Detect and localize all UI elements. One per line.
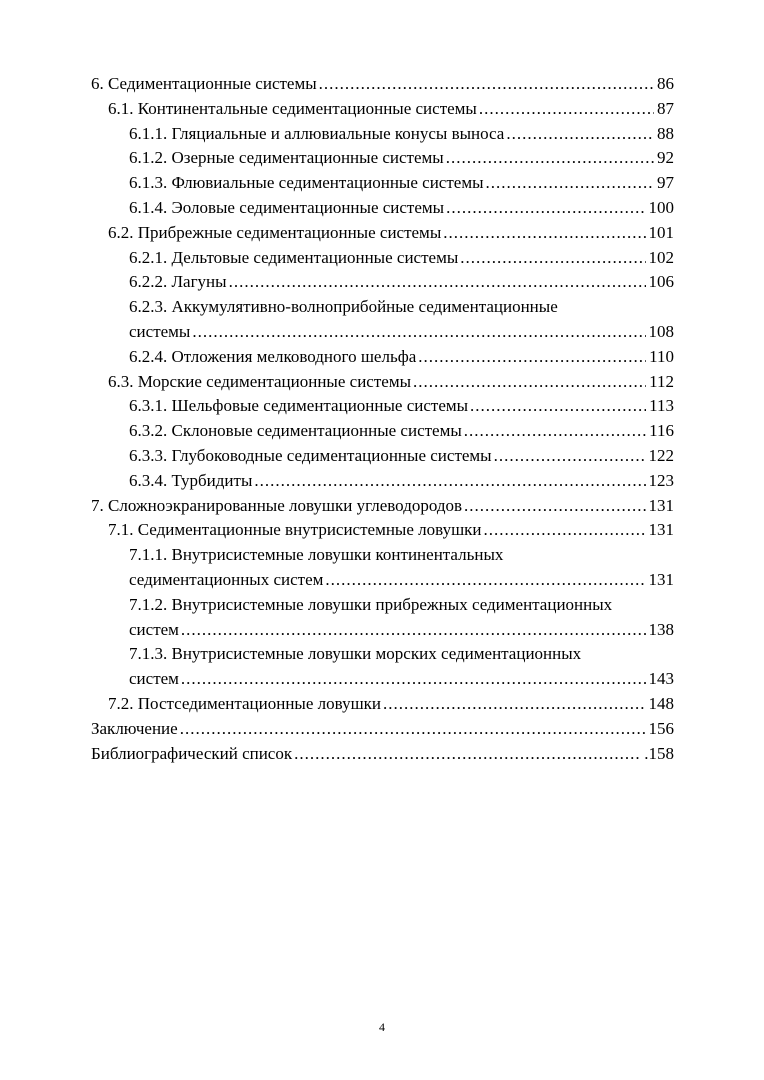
toc-entry-page: 138 — [648, 619, 674, 639]
toc-entry-title: 7.1. Седиментационные внутрисистемные ловушки — [108, 520, 482, 540]
toc-entry — [91, 221, 674, 246]
dot-leader — [464, 494, 645, 519]
toc-entry-page: 86 — [657, 74, 674, 93]
dot-leader — [413, 370, 646, 395]
toc-entry — [91, 419, 674, 444]
toc-entry-title: 6.2.2. Лагуны — [129, 272, 227, 292]
dot-leader — [486, 171, 655, 196]
toc-entry-title: 6.2. Прибрежные седиментационные системы — [108, 222, 442, 242]
dot-leader — [443, 221, 645, 246]
toc-entry — [91, 742, 674, 767]
dot-leader — [294, 742, 641, 767]
toc-entry — [91, 97, 674, 122]
toc-entry-title: систем — [129, 619, 179, 639]
toc-entry-page: .158 — [644, 743, 674, 763]
toc-entry-title: Заключение — [91, 718, 178, 738]
toc-entry — [91, 642, 674, 692]
toc-entry-title: 6.3.2. Склоновые седиментационные системы — [129, 421, 462, 441]
toc-entry — [91, 692, 674, 717]
toc-entry-title-line: 7.1.3. Внутрисистемные ловушки морских седиментационных — [129, 644, 582, 664]
toc-entry-title: 6. Седиментационные системы — [91, 74, 317, 93]
toc-entry-page: 100 — [648, 197, 674, 217]
toc-entry — [91, 494, 674, 519]
dot-leader — [229, 270, 646, 295]
toc-entry-page: 116 — [649, 421, 674, 441]
toc-entry-title: 6.3.1. Шельфовые седиментационные системы — [129, 396, 469, 416]
toc-entry-page: 92 — [657, 148, 674, 168]
toc-entry-page: 143 — [648, 669, 674, 689]
dot-leader — [319, 72, 654, 97]
toc-entry-title-line: 7.1.1. Внутрисистемные ловушки континентальных — [129, 545, 504, 565]
toc-entry-title: Библиографический список — [91, 743, 293, 763]
toc-entry-title: 7.2. Постседиментационные ловушки — [108, 693, 382, 713]
dot-leader — [192, 320, 645, 345]
toc-entry — [91, 122, 674, 147]
toc-entry — [91, 270, 674, 295]
toc-entry-page: 122 — [648, 445, 674, 465]
toc-entry-title-line: 6.2.3. Аккумулятивно-волноприбойные седиментационные — [129, 297, 558, 317]
toc-entry — [91, 72, 674, 97]
dot-leader — [181, 667, 646, 692]
toc-entry-page: 101 — [648, 222, 674, 242]
toc-entry — [91, 444, 674, 469]
toc-entry-page: 110 — [649, 346, 674, 366]
toc-entry-page: 108 — [648, 321, 674, 341]
toc-entry-page: 148 — [648, 693, 674, 713]
toc-entry — [91, 246, 674, 271]
toc-entry — [91, 593, 674, 643]
toc-entry-page: 97 — [657, 173, 674, 193]
toc-entry — [91, 196, 674, 221]
toc-entry-title: 7. Сложноэкранированные ловушки углеводородов — [91, 495, 463, 515]
toc-entry-page: 87 — [657, 98, 674, 118]
toc-entry-page: 106 — [648, 272, 674, 292]
toc-entry — [91, 469, 674, 494]
toc-entry-title-line: 7.1.2. Внутрисистемные ловушки прибрежных седиментационных — [129, 594, 613, 614]
page-number: 4 — [379, 1020, 385, 1034]
toc-entry-title: 6.3.3. Глубоководные седиментационные системы — [129, 445, 492, 465]
toc-entry-title: 6.2.1. Дельтовые седиментационные системы — [129, 247, 459, 267]
toc-entry-title: 6.1. Континентальные седиментационные системы — [108, 98, 477, 118]
toc-entry-page: 131 — [648, 569, 674, 589]
toc-entry — [91, 717, 674, 742]
toc-entry — [91, 295, 674, 345]
toc-entry — [91, 370, 674, 395]
toc-entry — [91, 146, 674, 171]
dot-leader — [254, 469, 645, 494]
table-of-contents — [91, 72, 674, 766]
toc-entry-title: 6.3. Морские седиментационные системы — [108, 371, 411, 391]
dot-leader — [464, 419, 646, 444]
dot-leader — [325, 568, 645, 593]
toc-entry-page: 131 — [648, 495, 674, 515]
toc-entry-title: 6.1.2. Озерные седиментационные системы — [129, 148, 444, 168]
toc-entry-page: 123 — [648, 470, 674, 490]
dot-leader — [494, 444, 646, 469]
toc-entry — [91, 345, 674, 370]
toc-entry-title: 6.1.1. Гляциальные и аллювиальные конусы выноса — [129, 123, 505, 143]
dot-leader — [460, 246, 645, 271]
toc-entry-title: систем — [129, 669, 179, 689]
toc-entry — [91, 394, 674, 419]
toc-entry-title: 6.1.4. Эоловые седиментационные системы — [129, 197, 445, 217]
dot-leader — [479, 97, 654, 122]
dot-leader — [446, 196, 645, 221]
toc-entry — [91, 171, 674, 196]
dot-leader — [181, 618, 646, 643]
toc-entry-title: 6.1.3. Флювиальные седиментационные системы — [129, 173, 484, 193]
toc-entry — [91, 518, 674, 543]
toc-entry — [91, 543, 674, 593]
dot-leader — [180, 717, 646, 742]
toc-entry-page: 131 — [648, 520, 674, 540]
dot-leader — [470, 394, 646, 419]
toc-entry-title: 6.3.4. Турбидиты — [129, 470, 253, 490]
toc-entry-title: системы — [129, 321, 191, 341]
toc-entry-page: 102 — [648, 247, 674, 267]
toc-entry-title: 6.2.4. Отложения мелководного шельфа — [129, 346, 417, 366]
toc-entry-page: 156 — [648, 718, 674, 738]
toc-entry-page: 113 — [649, 396, 674, 416]
dot-leader — [484, 518, 646, 543]
dot-leader — [446, 146, 654, 171]
toc-entry-page: 88 — [657, 123, 674, 143]
dot-leader — [418, 345, 646, 370]
toc-entry-page: 112 — [649, 371, 674, 391]
dot-leader — [383, 692, 645, 717]
dot-leader — [506, 122, 654, 147]
toc-entry-title: седиментационных систем — [129, 569, 324, 589]
